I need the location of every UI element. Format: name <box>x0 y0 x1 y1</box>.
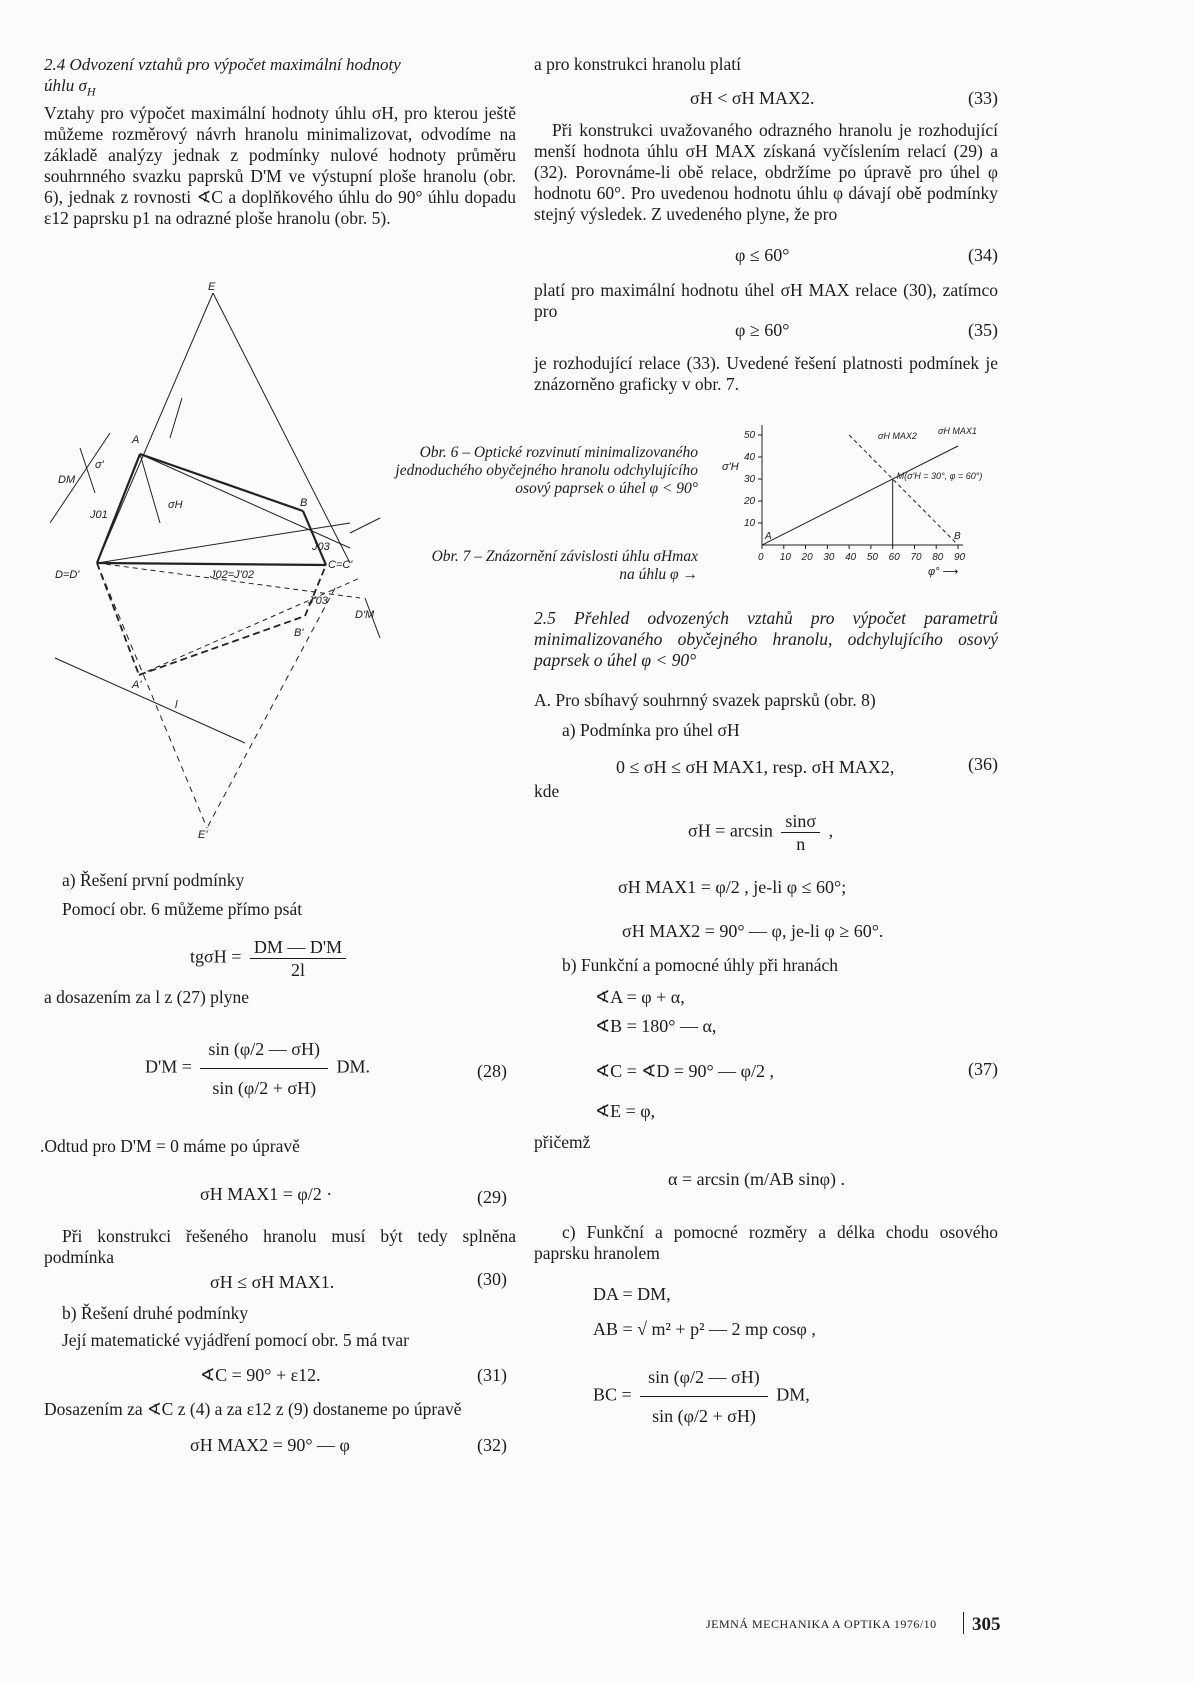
subsection-A-a: a) Podmínka pro úhel σH <box>562 720 740 740</box>
equation-max2: σH MAX2 = 90° — φ, je-li φ ≥ 60°. <box>622 921 884 941</box>
svg-text:J03: J03 <box>312 541 330 553</box>
paragraph-intro: Vztahy pro výpočet maximální hodnoty úhlu σH, pro kterou ještě můžeme rozměrový návrh hranolu minimalizovat, odvodíme na základě analýzy jednak z podmínky nulové hodnoty průměru souhrnného svazku paprsků D'M ve výstupní ploše hranolu (obr. 6), jednak z rovnosti ∢C a doplňkového úhlu do 90° úhlu dopadu ε12 paprsku p1 na odrazné ploše hranolu (obr. 5). <box>44 103 516 228</box>
x-tick-label: 60 <box>888 552 900 563</box>
equation-31: ∢C = 90° + ε12. <box>200 1365 321 1385</box>
equation-alpha: α = arcsin (m/AB sinφ) . <box>668 1169 845 1189</box>
svg-text:σH: σH <box>168 499 183 511</box>
footer-divider <box>963 1612 964 1634</box>
equation-34-number: (34) <box>968 245 998 265</box>
angle-C-D: ∢C = ∢D = 90° — φ/2 , <box>595 1061 775 1081</box>
svg-text:C=C': C=C' <box>328 559 353 571</box>
equation-30-number: (30) <box>477 1269 507 1289</box>
svg-text:B': B' <box>294 627 304 639</box>
text-primz: přičemž <box>534 1132 591 1152</box>
x-tick-label: 50 <box>866 552 879 563</box>
equation-34: φ ≤ 60° <box>735 245 790 265</box>
text-dosazenim: a dosazením za l z (27) plyne <box>44 987 250 1007</box>
series-line-1 <box>762 446 958 545</box>
x-tick-label: 90 <box>954 552 966 563</box>
subsection-a-title: a) Řešení první podmínky <box>62 870 245 890</box>
angle-A: ∢A = φ + α, <box>595 987 685 1007</box>
equation-32-number: (32) <box>477 1435 507 1455</box>
equation-30: σH ≤ σH MAX1. <box>210 1272 335 1292</box>
paragraph-2: Při konstrukci uvažovaného odrazného hranolu je rozhodující menší hodnota úhlu σH MAX získaná vyčíslením relací (29) a (32). Porovnáme-li obě relace, obdržíme po úpravě pro úhel φ hodnotu 60°. Pro uvedenou hodnotu úhlu φ dávají obě podmínky stejný výsledek. Z uvedeného plyne, že pro <box>534 120 998 224</box>
equation-tg: tgσH = $\frac{DM — D'M}{2l}$ <box>190 936 350 981</box>
svg-text:J'03: J'03 <box>308 595 328 607</box>
equation-36: 0 ≤ σH ≤ σH MAX1, resp. σH MAX2, <box>616 757 895 777</box>
x-tick-label: 0 <box>758 552 764 563</box>
svg-text:B: B <box>300 497 308 509</box>
series-label-2: σH MAX2 <box>878 431 917 441</box>
svg-text:A: A <box>132 434 140 446</box>
svg-text:E: E <box>208 281 216 293</box>
svg-text:J02=J'02: J02=J'02 <box>210 569 254 581</box>
footer-journal: JEMNÁ MECHANIKA A OPTIKA 1976/10 <box>706 1617 937 1631</box>
equation-DA: DA = DM, <box>593 1284 671 1304</box>
equation-31-number: (31) <box>477 1365 507 1385</box>
equation-35-number: (35) <box>968 320 998 340</box>
subsection-A-b: b) Funkční a pomocné úhly při hranách <box>562 955 839 975</box>
x-axis-label: φ° ⟶ <box>928 566 959 578</box>
text-odtud: .Odtud pro D'M = 0 máme po úpravě <box>40 1136 300 1156</box>
figure-7-caption: Obr. 7 – Znázornění závislosti úhlu σHmax na úhlu φ → <box>431 548 698 583</box>
equation-32: σH MAX2 = 90° — φ <box>190 1435 350 1455</box>
svg-text:σ': σ' <box>95 459 104 471</box>
svg-text:D'M: D'M <box>355 609 375 621</box>
angle-B: ∢B = 180° — α, <box>595 1016 717 1036</box>
annotation-1: A <box>765 531 772 542</box>
text-kde: kde <box>534 781 560 801</box>
x-tick-label: 80 <box>932 552 944 563</box>
paragraph-3: platí pro maximální hodnotu úhel σH MAX relace (30), zatímco pro <box>534 280 998 321</box>
svg-text:J01: J01 <box>90 509 108 521</box>
x-tick-label: 30 <box>823 552 835 563</box>
svg-text:A': A' <box>132 679 142 691</box>
equation-BC: BC = $\frac{\sin (\varphi/2 — \sigma H)}{\sin (\varphi/2 + \sigma H)}$ DM, <box>593 1358 810 1435</box>
subsection-A-title: A. Pro sbíhavý souhrnný svazek paprsků (obr. 8) <box>534 690 876 710</box>
section-2-5-title: 2.5 Přehled odvozených vztahů pro výpočet parametrů minimalizovaného obyčejného hranolu, odchylujícího osový paprsek o úhel φ < 90° <box>534 608 998 670</box>
x-tick-label: 70 <box>910 552 922 563</box>
y-tick-label: 50 <box>744 430 756 441</box>
equation-29: σH MAX1 = φ/2 · <box>200 1184 333 1204</box>
annotation-3: M(σ'H = 30°, φ = 60°) <box>896 471 983 481</box>
subsection-b-title: b) Řešení druhé podmínky <box>62 1303 249 1323</box>
svg-text:D=D': D=D' <box>55 569 80 581</box>
text-intro-right: a pro konstrukci hranolu platí <box>534 54 742 74</box>
paragraph-4: je rozhodující relace (33). Uvedené řešení platnosti podmínek je znázorněno graficky v obr. 7. <box>534 353 998 394</box>
svg-text:l: l <box>175 699 178 711</box>
equation-28: D'M = $\frac{\sin (\varphi/2 — \sigma H)}{\sin (\varphi/2 + \sigma H)}$ DM. <box>145 1030 370 1107</box>
svg-text:E': E' <box>198 829 208 841</box>
series-line-2 <box>849 435 958 545</box>
x-tick-label: 10 <box>779 552 791 563</box>
equation-sigma-H: σH = arcsin $\frac{\sin\sigma}{n}$ , <box>688 811 834 854</box>
equation-33: σH < σH MAX2. <box>690 88 815 108</box>
section-2-4-title: 2.4 Odvození vztahů pro výpočet maximální hodnoty úhlu $\sigma_H$ <box>44 55 401 99</box>
equation-max1: σH MAX1 = φ/2 , je-li φ ≤ 60°; <box>618 877 847 897</box>
series-label-1: σH MAX1 <box>938 426 977 436</box>
y-tick-label: 30 <box>744 474 756 485</box>
angle-E: ∢E = φ, <box>595 1101 656 1121</box>
subsection-a-text: Pomocí obr. 6 můžeme přímo psát <box>62 899 303 919</box>
equation-36-number: (36) <box>968 754 998 774</box>
equation-33-number: (33) <box>968 88 998 108</box>
y-tick-label: 10 <box>744 518 756 529</box>
x-tick-label: 20 <box>801 552 813 563</box>
y-tick-label: 40 <box>744 452 756 463</box>
figure-6-caption: Obr. 6 – Optické rozvinutí minimalizovaného jednoduchého obyčejného hranolu odchylujícího osový paprsek o úhel φ < 90° <box>395 444 698 497</box>
equation-28-number: (28) <box>477 1061 507 1081</box>
text-dosazenim-2: Dosazením za ∢C z (4) a za ε12 z (9) dostaneme po úpravě <box>44 1399 462 1419</box>
figure-6-optical-unfolding <box>50 278 420 848</box>
text-pri-konstrukci: Při konstrukci řešeného hranolu musí být tedy splněna podmínka <box>44 1226 516 1267</box>
page-number: 305 <box>972 1614 1001 1635</box>
annotation-2: B <box>954 531 961 542</box>
subsection-b-text: Její matematické vyjádření pomocí obr. 5 má tvar <box>62 1330 409 1350</box>
y-axis-label: σ'H <box>722 461 739 473</box>
svg-text:DM: DM <box>58 474 76 486</box>
figure-7-chart <box>720 420 1020 580</box>
equation-35: φ ≥ 60° <box>735 320 790 340</box>
equation-29-number: (29) <box>477 1187 507 1207</box>
equation-37-number: (37) <box>968 1059 998 1079</box>
y-tick-label: 20 <box>744 496 756 507</box>
x-tick-label: 40 <box>845 552 857 563</box>
equation-AB: AB = √ m² + p² — 2 mp cosφ , <box>593 1319 816 1339</box>
subsection-A-c: c) Funkční a pomocné rozměry a délka chodu osového paprsku hranolem <box>534 1222 998 1263</box>
